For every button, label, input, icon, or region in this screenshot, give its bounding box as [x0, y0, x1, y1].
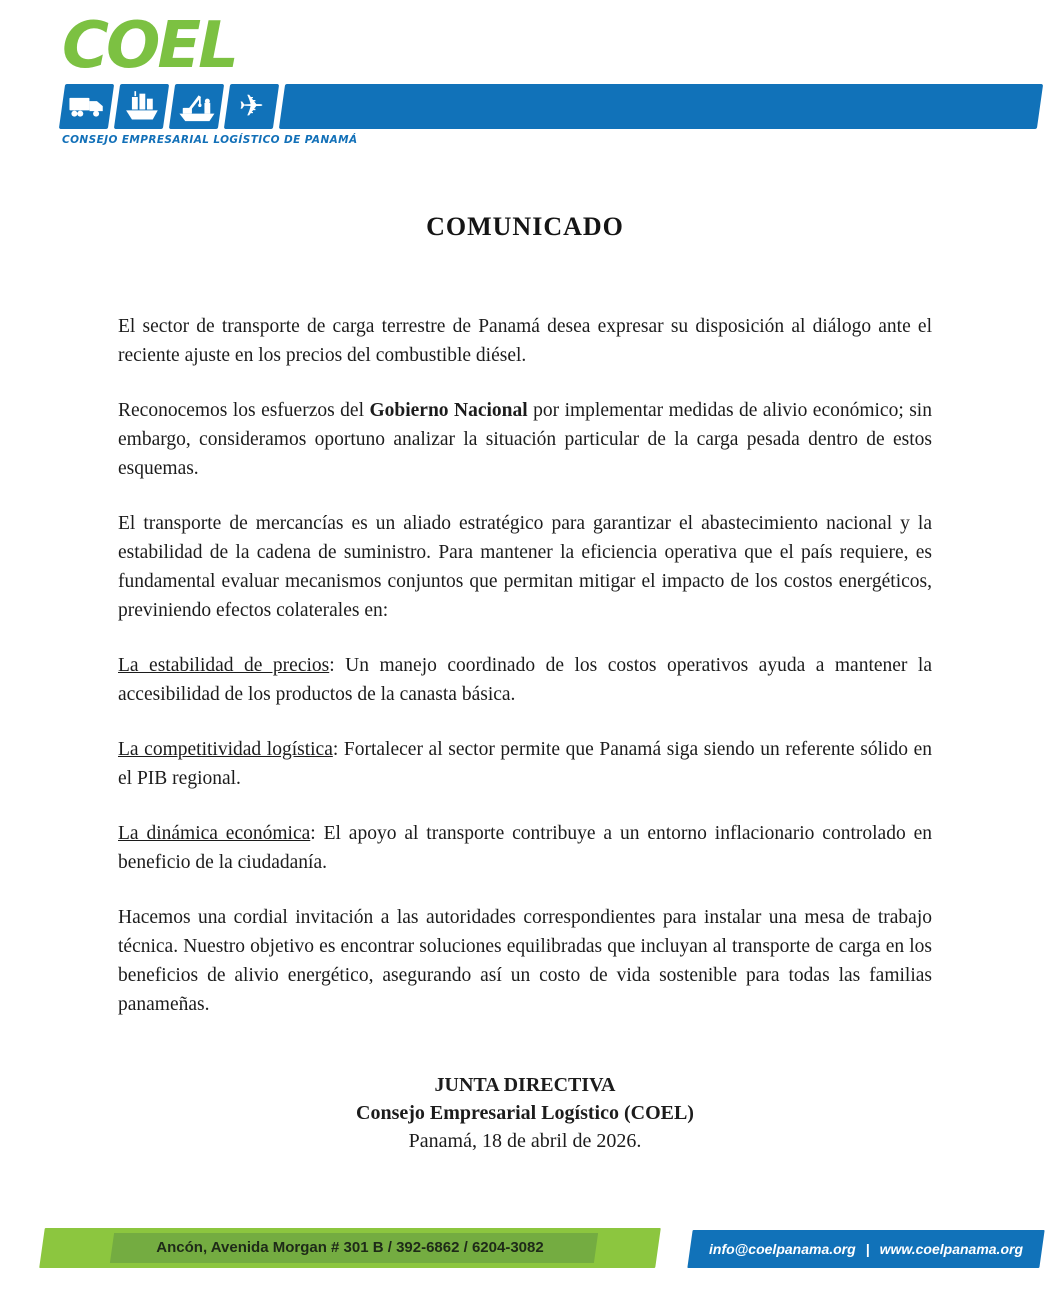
- cargo-ship-icon: [114, 84, 169, 129]
- logo-icon-row: [62, 84, 1054, 129]
- paragraph: El transporte de mercancías es un aliado estratégico para garantizar el abastecimiento nacional y la estabilidad de la cadena de suministro. Para mantener la eficiencia operativa que el país requiere, es fundamental evaluar mecanismos conjuntos que permitan mitigar el impacto de los costos energéticos, previniendo efectos colaterales en:: [118, 513, 932, 621]
- truck-icon: [59, 84, 114, 129]
- paragraph: Reconocemos los esfuerzos del Gobierno Nacional por implementar medidas de alivio económico; sin embargo, consideramos oportuno analizar la situación particular de la carga pesada dentro de estos esquemas.: [118, 400, 932, 479]
- footer-address: Ancón, Avenida Morgan # 301 B / 392-6862 / 6204-3082: [156, 1239, 544, 1256]
- footer-address-bar: [42, 1228, 658, 1268]
- footer-separator: |: [865, 1241, 870, 1257]
- document-body: [0, 212, 1054, 1155]
- paragraphs-container: [118, 312, 932, 1019]
- coel-wordmark: COEL: [62, 9, 236, 83]
- paragraph: El sector de transporte de carga terrestre de Panamá desea expresar su disposición al diálogo ante el reciente ajuste en los precios del combustible diésel.: [118, 316, 932, 366]
- paragraph: La competitividad logística: Fortalecer al sector permite que Panamá siga siendo un referente sólido en el PIB regional.: [118, 739, 933, 789]
- signature-block: [118, 1071, 932, 1155]
- port-crane-icon: [169, 84, 224, 129]
- paragraph: La dinámica económica: El apoyo al transporte contribuye a un entorno inflacionario controlado en beneficio de la ciudadanía.: [118, 823, 932, 873]
- document-title: COMUNICADO: [426, 212, 624, 241]
- paragraph: Hacemos una cordial invitación a las autoridades correspondientes para instalar una mesa de trabajo técnica. Nuestro objetivo es encontrar soluciones equilibradas que incluyan al transporte de carga en los beneficios de alivio energético, asegurando así un costo de vida sostenible para todas las familias panameñas.: [118, 907, 932, 1015]
- signature-organization: Consejo Empresarial Logístico (COEL): [356, 1102, 694, 1124]
- logo-blue-bar: [279, 84, 1043, 129]
- letterhead-footer: [0, 1228, 1054, 1270]
- footer-email: info@coelpanama.org: [709, 1241, 856, 1257]
- signature-date: Panamá, 18 de abril de 2026.: [408, 1130, 642, 1152]
- airplane-icon: ✈: [224, 84, 279, 129]
- footer-contact-text: [690, 1230, 1042, 1268]
- paragraph: La estabilidad de precios: Un manejo coordinado de los costos operativos ayuda a mantener la accesibilidad de los productos de la canasta básica.: [118, 655, 932, 705]
- signature-board: JUNTA DIRECTIVA: [434, 1074, 616, 1096]
- footer-website: www.coelpanama.org: [879, 1241, 1023, 1257]
- footer-contact-bar: [690, 1230, 1042, 1268]
- letterhead-header: [0, 0, 1054, 146]
- coel-tagline: CONSEJO EMPRESARIAL LOGÍSTICO DE PANAMÁ: [62, 134, 358, 146]
